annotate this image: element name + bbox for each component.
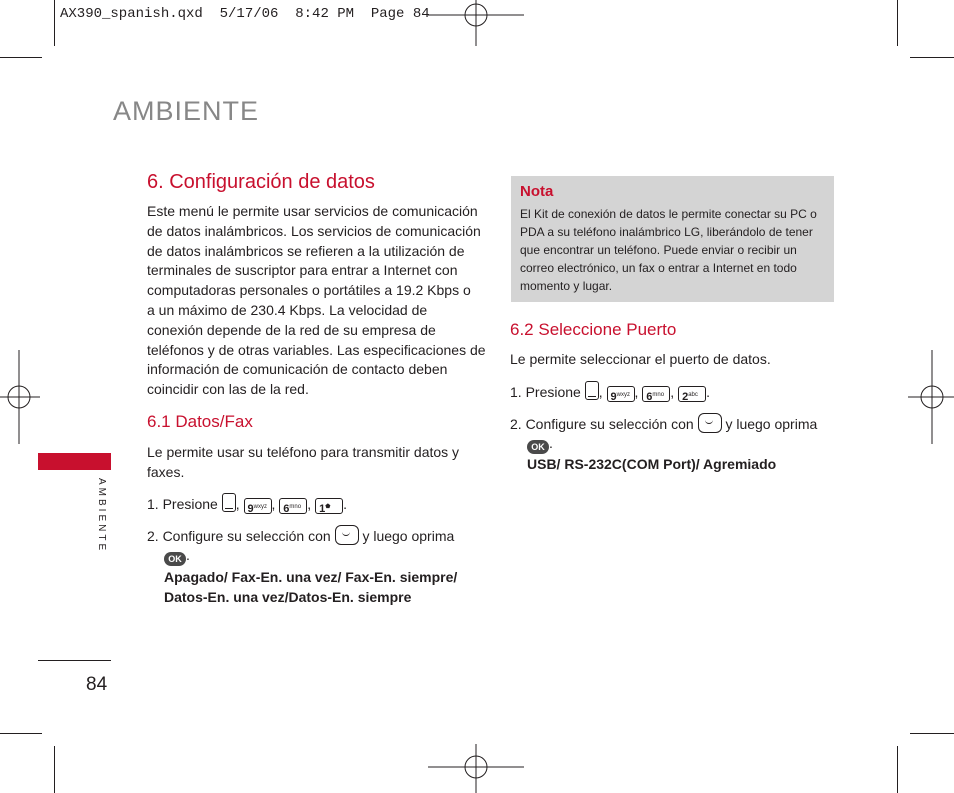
section-heading: 6. Configuración de datos [147,171,375,193]
option-line: Datos-En. una vez/Datos-En. siempre [164,588,412,605]
key-9-icon [244,498,272,514]
text-line: teléfonos y de otras variables. Las especificaciones de [147,341,486,358]
soft-key-icon [585,381,599,400]
step-text: 2. Configure su selección con [147,528,331,544]
text-line: coincidir con las de la red. [147,381,309,398]
step-2 [510,413,817,435]
key-number: 1 [319,503,326,515]
side-tab-label: AMBIENTE [96,478,107,554]
key-number: 9 [610,391,617,403]
options-list: USB/ RS-232C(COM Port)/ Agremiado [527,456,777,472]
subsection-description [147,443,477,483]
subsection-heading: 6.2 Seleccione Puerto [510,320,677,339]
page-number: 84 [86,674,108,695]
options-list [164,568,484,608]
text-line: momento y lugar. [520,279,613,293]
ok-key-icon: OK [164,552,186,566]
text-line: a un máximo de 230.4 Kbps. La velocidad de [147,301,428,318]
crop-mark [910,57,954,58]
text-line: de datos inalámbricos. Los servicios de comunicación [147,222,481,239]
step-text: y luego oprima [362,528,455,544]
ok-key-icon: OK [527,440,549,454]
key-number: 9 [247,503,254,515]
text-line: PDA a su teléfono inalámbrico LG, liberándolo de tener [520,225,813,239]
crop-mark [0,733,42,734]
page-title: AMBIENTE [113,96,260,126]
text-line: terminales de suscriptor para entrar a Internet con [147,262,458,279]
key-letters: mno [652,392,665,398]
registration-mark-icon [428,0,524,48]
step-text: y luego oprima [725,416,818,432]
key-number: 2 [682,391,689,403]
footer-rule [38,660,111,661]
soft-key-icon [222,493,236,512]
key-letters: wxyz [253,504,267,510]
text-line: computadoras personales o portátiles a 19.2 Kbps o [147,282,471,299]
text-line: Este menú le permite usar servicios de comunicación [147,203,478,219]
text-line: faxes. [147,463,185,480]
text-line: que encontrar un teléfono. Puede enviar o recibir un [520,243,797,257]
crop-mark [897,0,898,46]
voicemail-glyph: ⬟ [325,504,331,510]
side-tab-bar [38,453,111,470]
registration-mark-icon [428,744,524,793]
text-line: correo electrónico, un fax o entrar a Internet en todo [520,261,797,275]
key-1-icon [315,498,343,514]
subsection-description: Le permite seleccionar el puerto de datos. [510,351,771,367]
step-1: 1. Presione , $9^{wxyz}$ , $6^{mno}$ , 1⬟ . [147,493,347,515]
intro-paragraph [147,202,487,400]
text-line: de datos inalámbricos se refieren a la utilización de [147,242,465,259]
crop-mark [54,746,55,793]
key-6-icon [642,386,670,402]
registration-mark-icon [0,350,40,444]
key-6-icon [279,498,307,514]
text-line: El Kit de conexión de datos le permite conectar su PC o [520,207,817,221]
ok-line: OK . [527,434,553,454]
crop-mark [0,57,42,58]
ok-line: OK . [164,546,190,566]
key-number: 6 [646,391,653,403]
key-9-icon [607,386,635,402]
step-text: 1. Presione [510,384,581,400]
subsection-heading: 6.1 Datos/Fax [147,412,253,431]
text-line: información de comunicación de contacto deben [147,361,448,378]
key-letters: mno [289,504,302,510]
note-text [520,205,832,295]
step-text: 2. Configure su selección con [510,416,694,432]
key-letters: wxyz [616,392,630,398]
navigation-key-icon [335,525,359,545]
option-line: Apagado/ Fax-En. una vez/ Fax-En. siempre/ [164,569,458,585]
print-slug: AX390_spanish.qxd 5/17/06 8:42 PM Page 84 [60,6,430,22]
text-line: Le permite usar su teléfono para transmitir datos y [147,444,460,460]
crop-mark [54,0,55,46]
key-letters: abc [688,392,698,398]
key-number: 6 [283,503,290,515]
registration-mark-icon [908,350,954,444]
navigation-key-icon [698,413,722,433]
step-1: 1. Presione , $9^{wxyz}$ , $6^{mno}$ , $2^{abc}$ . [510,381,710,403]
note-title: Nota [520,183,554,200]
crop-mark [897,746,898,793]
key-2-icon [678,386,706,402]
crop-mark [910,733,954,734]
step-2 [147,525,454,547]
step-text: 1. Presione [147,496,218,512]
text-line: conexión depende de la red de su empresa de [147,321,436,338]
